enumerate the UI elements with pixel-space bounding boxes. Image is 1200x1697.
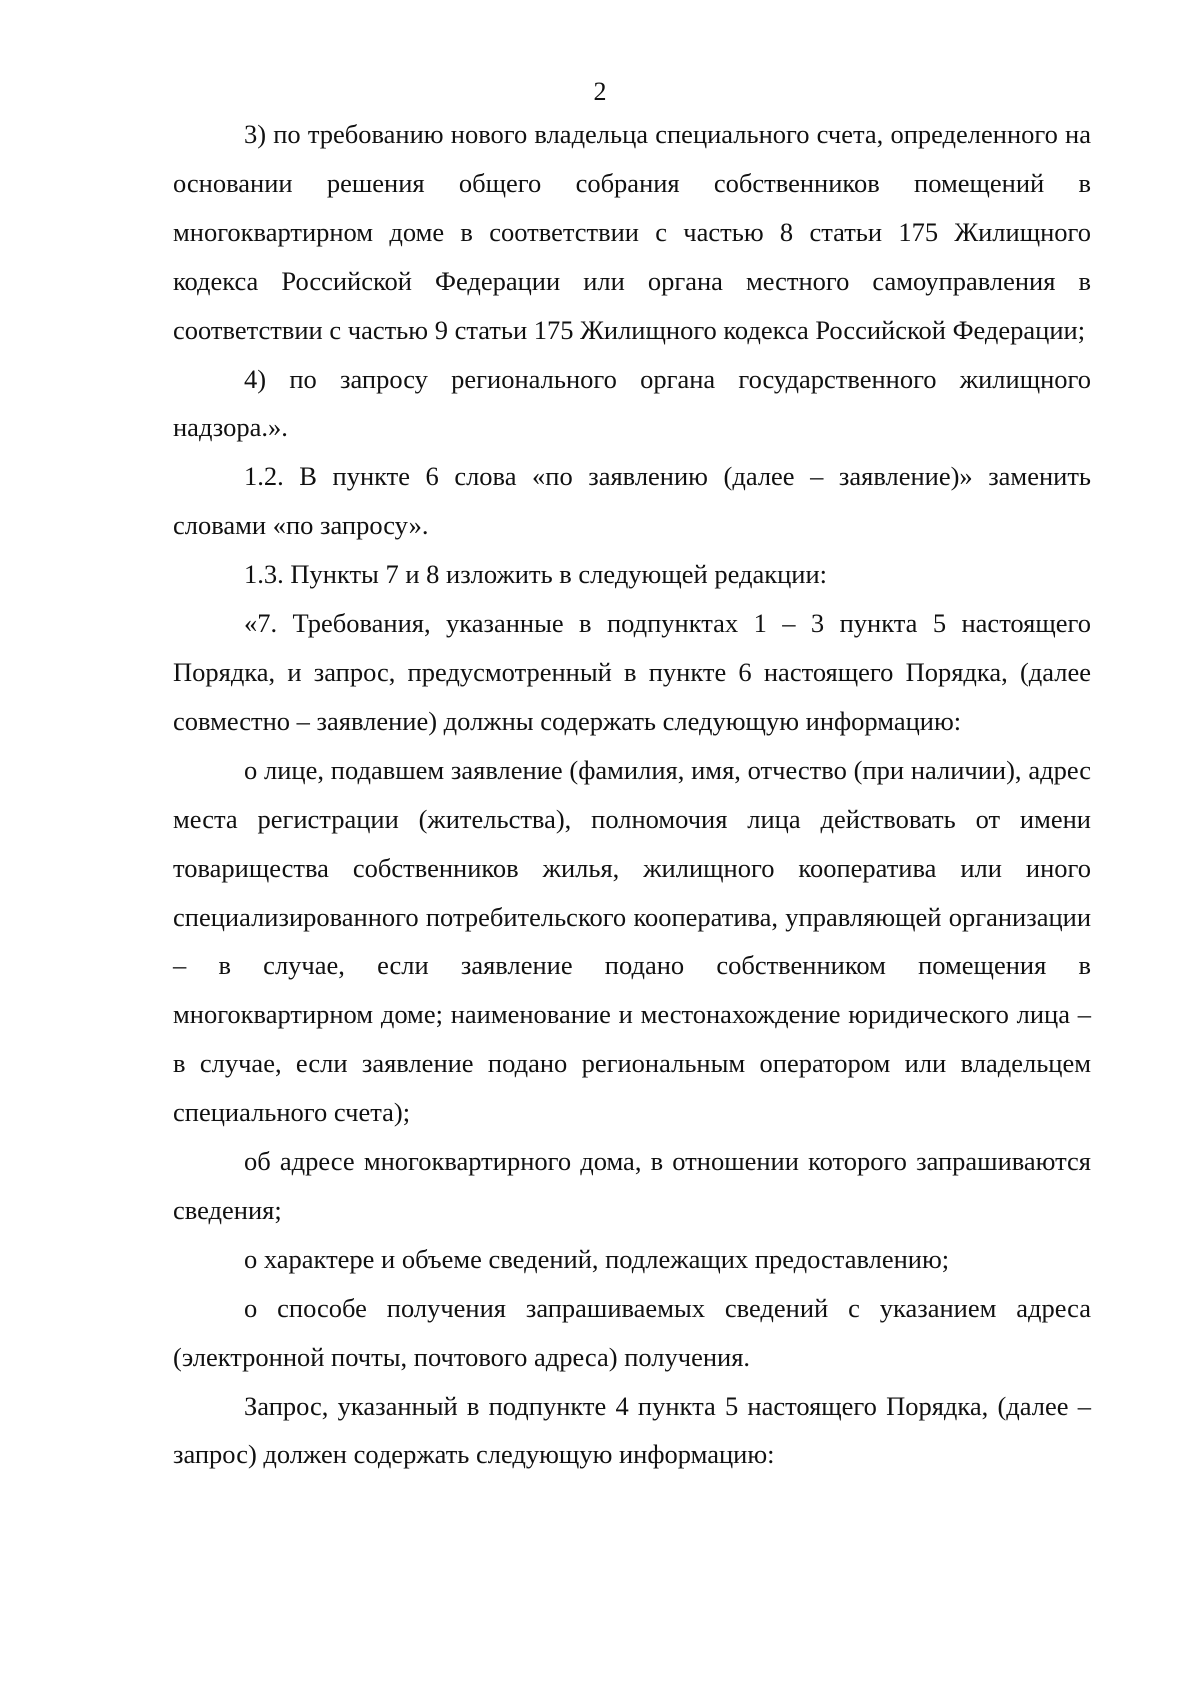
page-number: 2 <box>593 77 607 106</box>
paragraph: «7. Требования, указанные в подпунктах 1 – 3 пункта 5 настоящего Порядка, и запрос, предусмотренный в пункте 6 настоящего Порядка, (далее совместно – заявление) должны содержать следующую информацию: <box>173 608 1091 736</box>
paragraph: 4) по запросу регионального органа государственного жилищного надзора.». <box>173 363 1091 443</box>
paragraph: 1.3. Пункты 7 и 8 изложить в следующей редакции: <box>244 559 828 590</box>
paragraph: 3) по требованию нового владельца специального счета, определенного на основании решения общего собрания собственников помещений в многоквартирном доме в соответствии с частью 8 статьи 175 Жилищного кодекса Российской Федерации или органа местного самоуправления в соответствии с частью 9 статьи 175 Жилищного кодекса Российской Федерации; <box>173 119 1091 345</box>
paragraph: об адресе многоквартирного дома, в отношении которого запрашиваются сведения; <box>173 1146 1091 1225</box>
document-body <box>173 110 1091 1479</box>
paragraph: 1.2. В пункте 6 слова «по заявлению (далее – заявление)» заменить словами «по запросу». <box>173 461 1091 541</box>
paragraph: Запрос, указанный в подпункте 4 пункта 5 настоящего Порядка, (далее – запрос) должен содержать следующую информацию: <box>173 1390 1091 1470</box>
paragraph: о лице, подавшем заявление (фамилия, имя, отчество (при наличии), адрес места регистрации (жительства), полномочия лица действовать от имени товарищества собственников жилья, жилищного кооператива или иного специализированного потребительского кооператива, управляющей организации – в случае, если заявление подано собственником помещения в многоквартирном доме; наименование и местонахождение юридического лица – в случае, если заявление подано региональным оператором или владельцем специального счета); <box>173 754 1091 1128</box>
paragraph: о способе получения запрашиваемых сведений с указанием адреса (электронной почты, почтового адреса) получения. <box>173 1292 1091 1372</box>
paragraph: о характере и объеме сведений, подлежащих предоставлению; <box>244 1243 950 1274</box>
